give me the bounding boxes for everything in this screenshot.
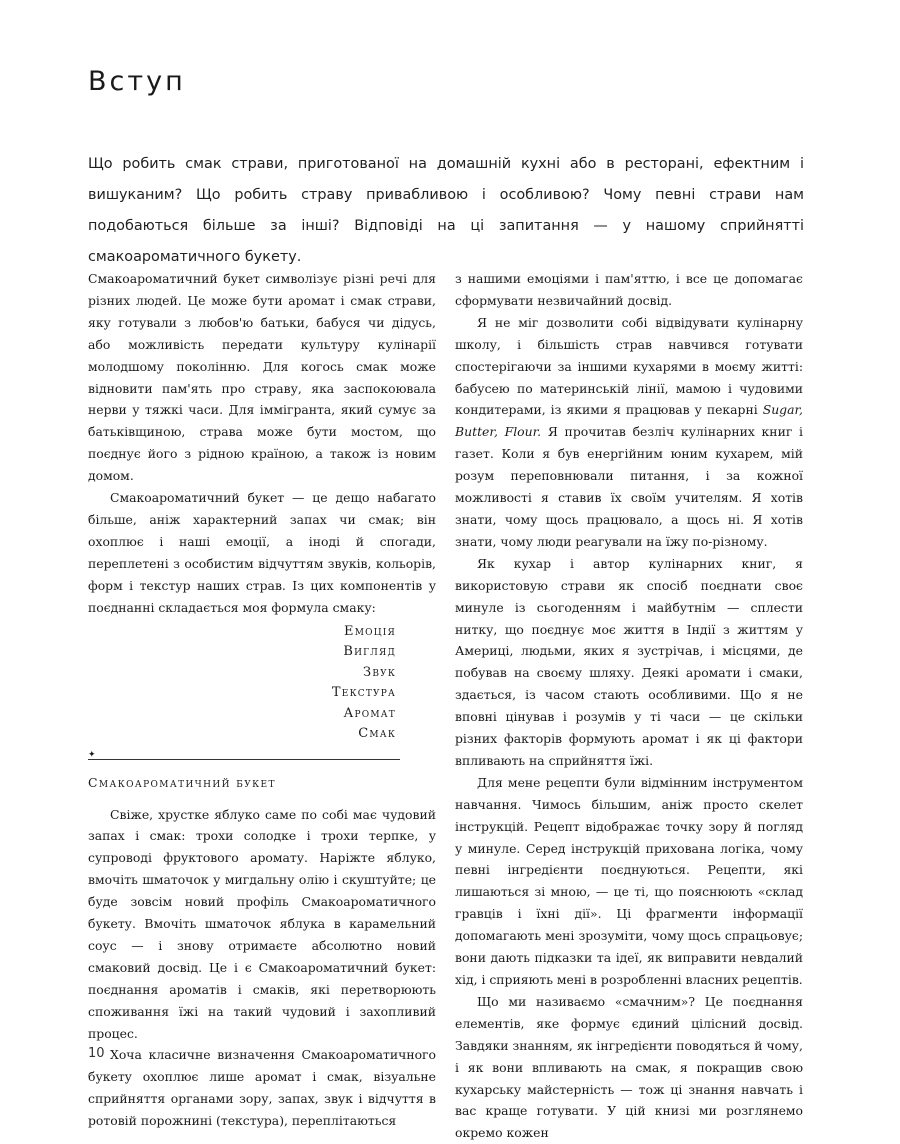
page-number: 10	[88, 1046, 105, 1061]
formula-item-taste: Смак	[358, 726, 396, 741]
flavor-formula-list	[88, 622, 436, 745]
right-paragraph-4: Для мене рецепти були відмінним інструментом навчання. Чимось більшим, аніж просто скелет інструкцій. Рецепт відображає точку зору й погляд у минуле. Серед інструкцій прихована логіка, чому певні інгредієнти поєднуються. Рецепти, які лишаються зі мною, — це ті, що пояснюють «склад гравців і їхні дії». Ці фрагменти інформації допомагають мені зрозуміти, чому щось спрацьовує; вони дають підказки та ідеї, як виправити невдалий хід, і сприяють мені в розробленні власних рецептів.	[455, 774, 803, 987]
right-paragraph-2	[455, 312, 803, 553]
right-paragraph-2-part-a: Я не міг дозволити собі відвідувати кулінарну школу, і більшість страв навчився готувати спостерігаючи за іншими кухарями в моєму житті: бабусею по материнській лінії, мамою і чудовими кондитерами, із якими я працював у пекарні	[455, 314, 803, 418]
formula-caption: Смакоароматичний букет	[88, 774, 276, 790]
formula-item-appearance: Вигляд	[343, 644, 396, 659]
right-paragraph-2-part-b: Я прочитав безліч кулінарних книг і газет. Коли я був енергійним юним кухарем, мій розум переповнювали питання, і за кожної можливості я ставив їх своїм учителям. Я хотів знати, чому щось працювало, а щось ні. Я хотів знати, чому люди реагували на їжу по-різному.	[455, 424, 803, 549]
formula-rule	[88, 747, 400, 760]
chapter-title: Вступ	[88, 66, 186, 97]
left-paragraph-2: Смакоароматичний букет — це дещо набагато більше, аніж характерний запах чи смак; він охоплює і наші емоції, а іноді й спогади, переплетені з особистим відчуттям звуків, кольорів, форм і текстур наших страв. Із цих компонентів у поєднанні складається моя формула смаку:	[88, 490, 436, 615]
right-column	[455, 268, 803, 1144]
left-paragraph-4: Хоча класичне визначення Смакоароматичного букету охоплює лише аромат і смак, візуальне сприйняття органами зору, запах, звук і відчуття в ротовій порожнині (текстура), переплітаються	[88, 1047, 436, 1129]
formula-item-texture: Текстура	[331, 685, 396, 700]
formula-item-emotion: Емоція	[344, 623, 396, 639]
formula-item-aroma: Аромат	[343, 705, 396, 721]
left-paragraph-1: Смакоароматичний букет символізує різні речі для різних людей. Це може бути аромат і смак страви, яку готували з любов'ю батьки, бабуся чи дідусь, або можливість передати культуру кулінарії молодшому поколінню. Для когось смак може відновити пам'ять про страву, яка заспокоювала нерви у тяжкі часи. Для іммігранта, який сумує за батьківщиною, страва може бути мостом, що поєднує його з рідною країною, а також із новим домом.	[88, 271, 436, 484]
bakery-name: Sugar, Butter, Flour.	[455, 402, 803, 440]
left-column	[88, 268, 436, 1132]
left-paragraph-3: Свіже, хрустке яблуко саме по собі має чудовий запах і смак: трохи солодке і трохи терпке, у супроводі фруктового аромату. Наріжте яблуко, вмочіть шматочок у мигдальну олію і скуштуйте; це буде зовсім новий профіль Смакоароматичного букету. Вмочіть шматочок яблука в карамельний соус — і знову отримаєте абсолютно новий смаковий досвід. Це і є Смакоароматичний букет: поєднання ароматів і смаків, які перетворюють споживання їжі на такий чудовий і захопливий процес.	[88, 806, 436, 1041]
right-paragraph-3: Як кухар і автор кулінарних книг, я використовую страви як спосіб поєднати своє минуле із сьогоденням і майбутнім — сплести нитку, що поєднує моє життя в Індії з життям у Америці, людьми, яких я зустрічав, і місцями, де побував на своєму шляху. Деякі аромати і смаки, здається, із часом стають особливими. Що я не вповні цінував і розумів у ті часи — це скільки різних факторів формують аромат і як ці фактори впливають на сприйняття їжі.	[455, 555, 803, 768]
intro-paragraph: Що робить смак страви, приготованої на домашній кухні або в ресторані, ефектним і вишуканим? Що робить страву привабливою і особливою? Чому певні страви нам подобаються більше за інші? Відповіді на ці запитання — у нашому сприйнятті смакоароматичного букету.	[88, 156, 804, 265]
diamond-icon: ✦	[88, 749, 96, 760]
right-paragraph-5: Що ми називаємо «смачним»? Це поєднання елементів, яке формує єдиний цілісний досвід. Завдяки знанням, як інгредієнти поводяться й чому, і як вони впливають на смак, я покращив свою кухарську майстерність — тож ці знання навчать і вас краще готувати. У цій книзі ми розглянемо окремо кожен	[455, 993, 803, 1141]
formula-item-sound: Звук	[363, 664, 396, 680]
right-paragraph-1: з нашими емоціями і пам'яттю, і все це допомагає сформувати незвичайний досвід.	[455, 271, 803, 308]
